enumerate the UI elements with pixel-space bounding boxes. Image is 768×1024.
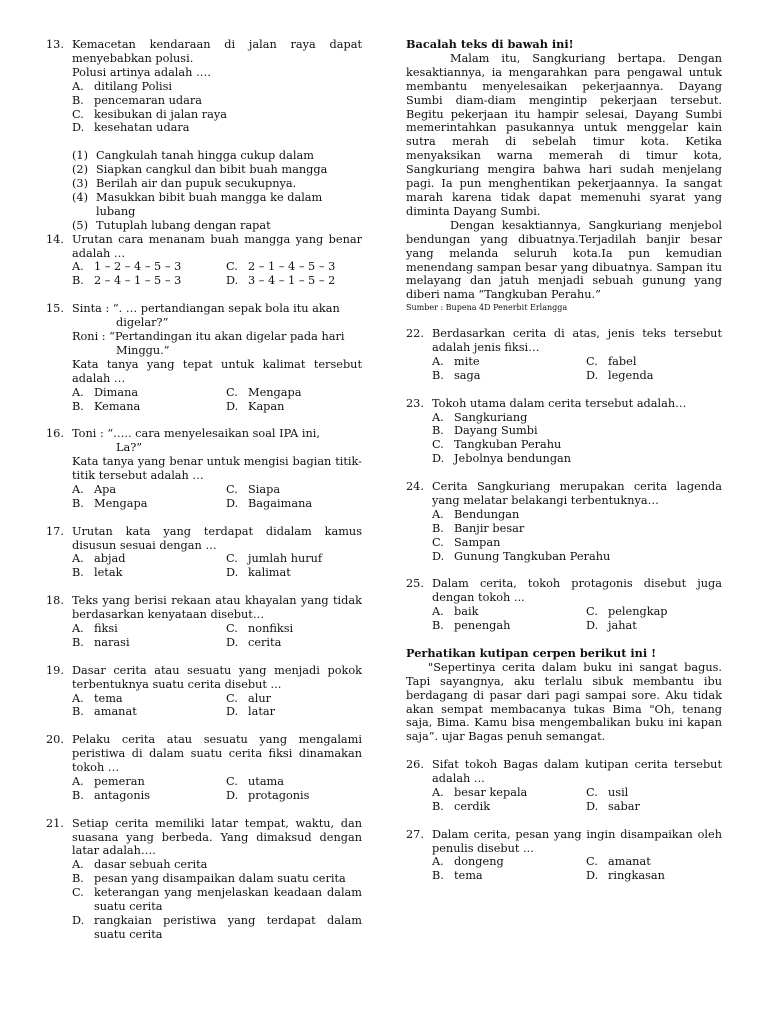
option-letter: D.: [586, 799, 599, 813]
question-number: 18.: [46, 594, 64, 608]
option-text: alur: [248, 691, 272, 705]
question-19: [46, 664, 362, 720]
steps-list: [46, 149, 362, 232]
option-letter: A.: [72, 79, 84, 93]
option-b[interactable]: [72, 872, 362, 886]
option-text: cerita: [248, 635, 282, 649]
option-text: Siapa: [248, 482, 281, 496]
option-b[interactable]: [72, 566, 226, 580]
option-b[interactable]: [72, 400, 226, 414]
option-text: Mengapa: [248, 385, 302, 399]
options-grid: [72, 552, 362, 580]
step-number: (1): [72, 149, 89, 163]
option-text: abjad: [94, 552, 126, 566]
option-letter: D.: [226, 274, 239, 288]
passage-paragraph: Malam itu, Sangkuriang bertapa. Dengan kesaktiannya, ia mengarahkan para pengawal untuk membantu menyelesaikan pekerjaannya. Dayang Sumbi diam-diam mengintip pekerjaan tersebut. Begitu pekerjaan itu hampir selesai, Dayang Sumbi memerintahkan pasukannya untuk menggelar kain sutra merah di sebelah timur kota. Ketika menyaksikan warna memerah di timur kota, Sangkuriang mengira bahwa hari sudah menjelang pagi. Ia pun menghentikan pekerjaannya. Ia sangat marah karena tidak dapat memenuhi syarat yang diminta Dayang Sumbi.: [406, 51, 722, 218]
option-a[interactable]: [72, 858, 362, 872]
option-letter: B.: [72, 496, 84, 510]
option-letter: A.: [72, 260, 84, 274]
option-letter: B.: [72, 93, 84, 107]
option-letter: B.: [432, 799, 444, 813]
option-letter: A.: [72, 858, 84, 872]
option-c[interactable]: [226, 622, 362, 636]
option-text: latar: [248, 705, 276, 719]
option-letter: C.: [432, 438, 444, 452]
option-text: amanat: [94, 705, 137, 719]
question-stem: Kemacetan kendaraan di jalan raya dapat menyebabkan polusi.: [72, 38, 362, 65]
step-number: (4): [72, 190, 89, 204]
option-d[interactable]: [586, 800, 722, 814]
question-22: [406, 327, 722, 383]
option-b[interactable]: [72, 274, 226, 288]
option-letter: D.: [432, 452, 445, 466]
option-text: cerdik: [454, 799, 491, 813]
option-a[interactable]: [72, 692, 226, 706]
option-letter: B.: [72, 399, 84, 413]
options-grid: [72, 692, 362, 720]
right-column: [406, 38, 722, 883]
option-text: pesan yang disampaikan dalam suatu cerita: [94, 872, 346, 886]
question-stem: Urutan cara menanam buah mangga yang benar adalah …: [72, 232, 362, 260]
question-18: [46, 594, 362, 650]
option-letter: C.: [226, 552, 238, 566]
option-a[interactable]: [432, 855, 586, 869]
dialog-line: Toni : “….. cara menyelesaikan soal IPA ini,: [72, 427, 321, 441]
option-text: letak: [94, 566, 123, 580]
question-stem: Dalam cerita, tokoh protagonis disebut juga dengan tokoh ...: [432, 577, 722, 605]
option-c[interactable]: [432, 438, 722, 452]
option-d[interactable]: [226, 566, 362, 580]
passage-paragraph: Dengan kesaktiannya, Sangkuriang menjebol bendungan yang dibuatnya.Terjadilah banjir besar yang melanda seluruh kota.Ia pun kemudian menendang sampan besar yang dibuatnya. Sampan itu melayang dan jatuh menjadi sebuah gunung yang diberi nama “Tangkuban Perahu.”: [406, 218, 722, 302]
option-text: narasi: [94, 635, 130, 649]
dialog-line: Sinta : “. … pertandiangan sepak bola itu akan: [72, 302, 340, 316]
list-item: [72, 177, 362, 191]
dialog-line: Minggu.”: [116, 343, 170, 357]
excerpt-heading: Perhatikan kutipan cerpen berikut ini !: [406, 645, 657, 660]
option-letter: B.: [72, 872, 84, 886]
step-number: (5): [72, 218, 89, 232]
question-stem: Kata tanya yang benar untuk mengisi bagian titik-titik tersebut adalah …: [72, 455, 362, 483]
question-number: 15.: [46, 302, 64, 316]
option-letter: D.: [226, 566, 239, 580]
question-number: 16.: [46, 427, 64, 441]
option-letter: B.: [432, 368, 444, 382]
option-d[interactable]: [586, 369, 722, 383]
question-15: [46, 302, 362, 413]
option-letter: A.: [432, 354, 444, 368]
option-text: pelengkap: [608, 605, 668, 619]
option-letter: C.: [226, 260, 238, 274]
question-stem: Polusi artinya adalah ….: [72, 65, 211, 79]
question-number: 27.: [406, 827, 424, 841]
option-letter: A.: [72, 482, 84, 496]
options-list: [72, 858, 362, 941]
question-16: [46, 427, 362, 510]
option-text: dasar sebuah cerita: [94, 858, 208, 872]
option-d[interactable]: [226, 636, 362, 650]
option-text: kalimat: [248, 566, 291, 580]
option-letter: B.: [432, 521, 444, 535]
question-number: 20.: [46, 733, 64, 747]
options-grid: [432, 786, 722, 814]
option-text: sabar: [608, 799, 640, 813]
option-text: Kemana: [94, 399, 141, 413]
option-text: 1 – 2 – 4 – 5 – 3: [94, 260, 182, 274]
option-letter: C.: [226, 691, 238, 705]
dialog-line: digelar?”: [116, 316, 169, 330]
option-b[interactable]: [72, 636, 226, 650]
option-a[interactable]: [432, 786, 586, 800]
question-number: 22.: [406, 327, 424, 341]
option-text: jahat: [608, 619, 637, 633]
option-text: tema: [94, 691, 123, 705]
option-text: mite: [454, 354, 480, 368]
option-c[interactable]: [226, 260, 362, 274]
options-list: [432, 508, 722, 564]
option-text: Jebolnya bendungan: [454, 452, 572, 466]
question-23: [406, 397, 722, 467]
dialog-line: La?”: [116, 441, 143, 455]
question-number: 21.: [46, 816, 64, 830]
question-stem: Cerita Sangkuriang merupakan cerita lagenda yang melatar belakangi terbentuknya…: [432, 480, 722, 507]
option-text: fiksi: [94, 621, 118, 635]
option-letter: A.: [72, 621, 84, 635]
option-letter: D.: [586, 869, 599, 883]
option-text: saga: [454, 368, 481, 382]
option-text: Banjir besar: [454, 521, 525, 535]
excerpt-text: "Sepertinya cerita dalam buku ini sangat bagus. Tapi sayangnya, aku terlalu sibuk membantu ibu berdagang di pasar dari pagi sampai sore. Aku tidak akan sempat membacanya tukas Bima "Oh, tenang saja, Bima. Kamu bisa mengembalikan buku ini kapan saja”. ujar Bagas penuh semangat.: [406, 660, 722, 744]
option-d[interactable]: [72, 121, 362, 135]
option-a[interactable]: [432, 508, 722, 522]
option-letter: B.: [432, 619, 444, 633]
option-text: legenda: [608, 368, 654, 382]
question-number: 25.: [406, 577, 424, 591]
option-d[interactable]: [226, 400, 362, 414]
question-13: [46, 38, 362, 135]
option-a[interactable]: [72, 386, 226, 400]
option-letter: B.: [72, 788, 84, 802]
option-text: ditilang Polisi: [94, 79, 173, 93]
option-c[interactable]: [226, 552, 362, 566]
option-text: 2 – 1 – 4 – 5 – 3: [248, 260, 336, 274]
option-letter: B.: [72, 635, 84, 649]
option-d[interactable]: [226, 705, 362, 719]
option-letter: C.: [586, 354, 598, 368]
option-text: Bendungan: [454, 507, 520, 521]
option-text: Dimana: [94, 385, 139, 399]
step-number: (2): [72, 163, 89, 177]
option-c[interactable]: [586, 605, 722, 619]
options-grid: [72, 386, 362, 414]
options-grid: [432, 855, 722, 883]
question-number: 19.: [46, 663, 64, 677]
question-stem: Dasar cerita atau sesuatu yang menjadi pokok terbentuknya suatu cerita disebut ...: [72, 663, 362, 691]
option-a[interactable]: [72, 260, 226, 274]
option-c[interactable]: [586, 355, 722, 369]
option-letter: B.: [72, 705, 84, 719]
left-column: [46, 38, 362, 942]
option-d[interactable]: [432, 452, 722, 466]
option-letter: D.: [432, 549, 445, 563]
step-text: Tutuplah lubang dengan rapat: [96, 218, 271, 232]
question-number: 17.: [46, 524, 64, 538]
option-letter: C.: [226, 621, 238, 635]
option-text: jumlah huruf: [248, 552, 323, 566]
option-letter: A.: [432, 410, 444, 424]
question-stem: Dalam cerita, pesan yang ingin disampaikan oleh penulis disebut ...: [432, 827, 722, 855]
option-text: kesibukan di jalan raya: [94, 107, 228, 121]
option-d[interactable]: [586, 869, 722, 883]
option-text: 3 – 4 – 1 – 5 – 2: [248, 274, 336, 288]
option-c[interactable]: [586, 855, 722, 869]
passage-source: Sumber : Bupena 4D Penerbit Erlangga: [406, 303, 568, 313]
option-text: antagonis: [94, 788, 151, 802]
option-text: Mengapa: [94, 496, 148, 510]
option-text: kesehatan udara: [94, 121, 190, 135]
option-text: pencemaran udara: [94, 93, 203, 107]
option-a[interactable]: [72, 80, 362, 94]
option-text: Bagaimana: [248, 496, 313, 510]
option-letter: C.: [226, 385, 238, 399]
option-d[interactable]: [226, 274, 362, 288]
option-letter: C.: [586, 605, 598, 619]
option-letter: D.: [72, 121, 85, 135]
option-a[interactable]: [72, 552, 226, 566]
option-letter: A.: [72, 774, 84, 788]
option-text: Apa: [94, 482, 117, 496]
question-stem: Teks yang berisi rekaan atau khayalan yang tidak berdasarkan kenyataan disebut…: [72, 594, 362, 622]
question-26: [406, 758, 722, 814]
question-25: [406, 577, 722, 633]
option-text: Kapan: [248, 399, 285, 413]
option-text: fabel: [608, 354, 637, 368]
option-c[interactable]: [72, 108, 362, 122]
option-letter: D.: [226, 496, 239, 510]
option-letter: A.: [72, 691, 84, 705]
question-number: 23.: [406, 396, 424, 410]
passage-heading: Bacalah teks di bawah ini!: [406, 37, 574, 51]
option-b[interactable]: [432, 619, 586, 633]
step-text: Siapkan cangkul dan bibit buah mangga: [96, 163, 328, 177]
step-text: Cangkulah tanah hingga cukup dalam: [96, 149, 314, 163]
option-letter: D.: [226, 788, 239, 802]
option-b[interactable]: [72, 789, 226, 803]
list-item: [72, 191, 362, 219]
option-letter: D.: [586, 619, 599, 633]
option-letter: C.: [586, 855, 598, 869]
story-excerpt: [406, 647, 722, 744]
option-letter: C.: [72, 886, 84, 900]
option-letter: C.: [432, 535, 444, 549]
option-a[interactable]: [72, 622, 226, 636]
option-c[interactable]: [586, 786, 722, 800]
question-stem: Tokoh utama dalam cerita tersebut adalah…: [432, 396, 687, 410]
option-b[interactable]: [72, 94, 362, 108]
option-text: usil: [608, 785, 629, 799]
option-letter: A.: [72, 552, 84, 566]
option-b[interactable]: [432, 424, 722, 438]
list-item: [72, 219, 362, 233]
option-letter: C.: [586, 785, 598, 799]
option-text: nonfiksi: [248, 621, 294, 635]
option-d[interactable]: [586, 619, 722, 633]
option-text: Sampan: [454, 535, 501, 549]
option-b[interactable]: [432, 369, 586, 383]
question-27: [406, 828, 722, 884]
options-grid: [72, 775, 362, 803]
dialog-line: Roni : “Pertandingan itu akan digelar pada hari: [72, 330, 345, 343]
question-stem: Setiap cerita memiliki latar tempat, waktu, dan suasana yang berbeda. Yang dimaksud dengan latar adalah….: [72, 816, 362, 858]
option-text: amanat: [608, 855, 651, 869]
options-grid: [72, 622, 362, 650]
question-number: 14.: [46, 232, 64, 246]
option-a[interactable]: [432, 605, 586, 619]
option-d[interactable]: [226, 789, 362, 803]
question-24: [406, 480, 722, 563]
option-text: Sangkuriang: [454, 410, 528, 424]
question-stem: Berdasarkan cerita di atas, jenis teks tersebut adalah jenis fiksi…: [432, 327, 722, 355]
option-text: Tangkuban Perahu: [454, 438, 562, 452]
list-item: [72, 149, 362, 163]
option-text: penengah: [454, 619, 511, 633]
option-a[interactable]: [432, 411, 722, 425]
option-text: dongeng: [454, 855, 504, 869]
question-stem: Kata tanya yang tepat untuk kalimat tersebut adalah …: [72, 357, 362, 385]
option-c[interactable]: [226, 775, 362, 789]
option-b[interactable]: [432, 800, 586, 814]
option-c[interactable]: [226, 386, 362, 400]
option-a[interactable]: [72, 483, 226, 497]
option-c[interactable]: [226, 483, 362, 497]
question-number: 26.: [406, 758, 424, 772]
option-a[interactable]: [432, 355, 586, 369]
option-b[interactable]: [432, 869, 586, 883]
option-letter: D.: [226, 399, 239, 413]
option-letter: D.: [226, 635, 239, 649]
option-letter: C.: [226, 774, 238, 788]
option-text: rangkaian peristiwa yang terdapat dalam suatu cerita: [94, 913, 362, 941]
option-letter: A.: [432, 855, 444, 869]
option-text: utama: [248, 774, 284, 788]
options-grid: [432, 605, 722, 633]
option-d[interactable]: [432, 550, 722, 564]
option-text: protagonis: [248, 788, 310, 802]
option-c[interactable]: [432, 536, 722, 550]
question-21: [46, 817, 362, 942]
option-text: 2 – 4 – 1 – 5 – 3: [94, 274, 182, 288]
option-text: keterangan yang menjelaskan keadaan dalam suatu cerita: [94, 886, 362, 914]
question-stem: Sifat tokoh Bagas dalam kutipan cerita tersebut adalah ...: [432, 758, 722, 786]
option-letter: A.: [432, 605, 444, 619]
option-c[interactable]: [226, 692, 362, 706]
option-text: Dayang Sumbi: [454, 424, 538, 438]
question-14: [46, 233, 362, 289]
step-number: (3): [72, 177, 89, 191]
question-stem: Pelaku cerita atau sesuatu yang mengalami peristiwa di dalam suatu cerita fiksi dinamakan tokoh …: [72, 733, 362, 775]
question-stem: Urutan kata yang terdapat didalam kamus disusun sesuai dengan …: [72, 524, 362, 552]
option-d[interactable]: [226, 497, 362, 511]
question-number: 13.: [46, 38, 64, 51]
option-text: baik: [454, 605, 479, 619]
option-text: besar kepala: [454, 785, 528, 799]
options-grid: [432, 355, 722, 383]
option-a[interactable]: [72, 775, 226, 789]
option-text: tema: [454, 869, 483, 883]
option-letter: B.: [72, 566, 84, 580]
option-letter: C.: [72, 107, 84, 121]
question-17: [46, 525, 362, 581]
option-letter: B.: [72, 274, 84, 288]
option-letter: D.: [226, 705, 239, 719]
option-b[interactable]: [72, 705, 226, 719]
option-letter: B.: [432, 424, 444, 438]
options-grid: [72, 483, 362, 511]
option-letter: D.: [72, 913, 85, 927]
option-letter: A.: [72, 385, 84, 399]
option-b[interactable]: [72, 497, 226, 511]
option-letter: C.: [226, 482, 238, 496]
question-20: [46, 733, 362, 803]
option-c[interactable]: [72, 886, 362, 914]
options-list: [72, 80, 362, 136]
option-letter: B.: [432, 869, 444, 883]
options-list: [432, 411, 722, 467]
options-grid: [72, 260, 362, 288]
option-text: pemeran: [94, 774, 145, 788]
option-b[interactable]: [432, 522, 722, 536]
option-letter: A.: [432, 507, 444, 521]
step-text: Berilah air dan pupuk secukupnya.: [96, 177, 297, 191]
step-text: Masukkan bibit buah mangga ke dalam lubang: [96, 190, 323, 218]
option-d[interactable]: [72, 914, 362, 942]
option-text: Gunung Tangkuban Perahu: [454, 549, 611, 563]
reading-passage: [406, 38, 722, 313]
option-letter: D.: [586, 368, 599, 382]
option-letter: A.: [432, 785, 444, 799]
list-item: [72, 163, 362, 177]
option-text: ringkasan: [608, 869, 665, 883]
question-number: 24.: [406, 480, 424, 494]
